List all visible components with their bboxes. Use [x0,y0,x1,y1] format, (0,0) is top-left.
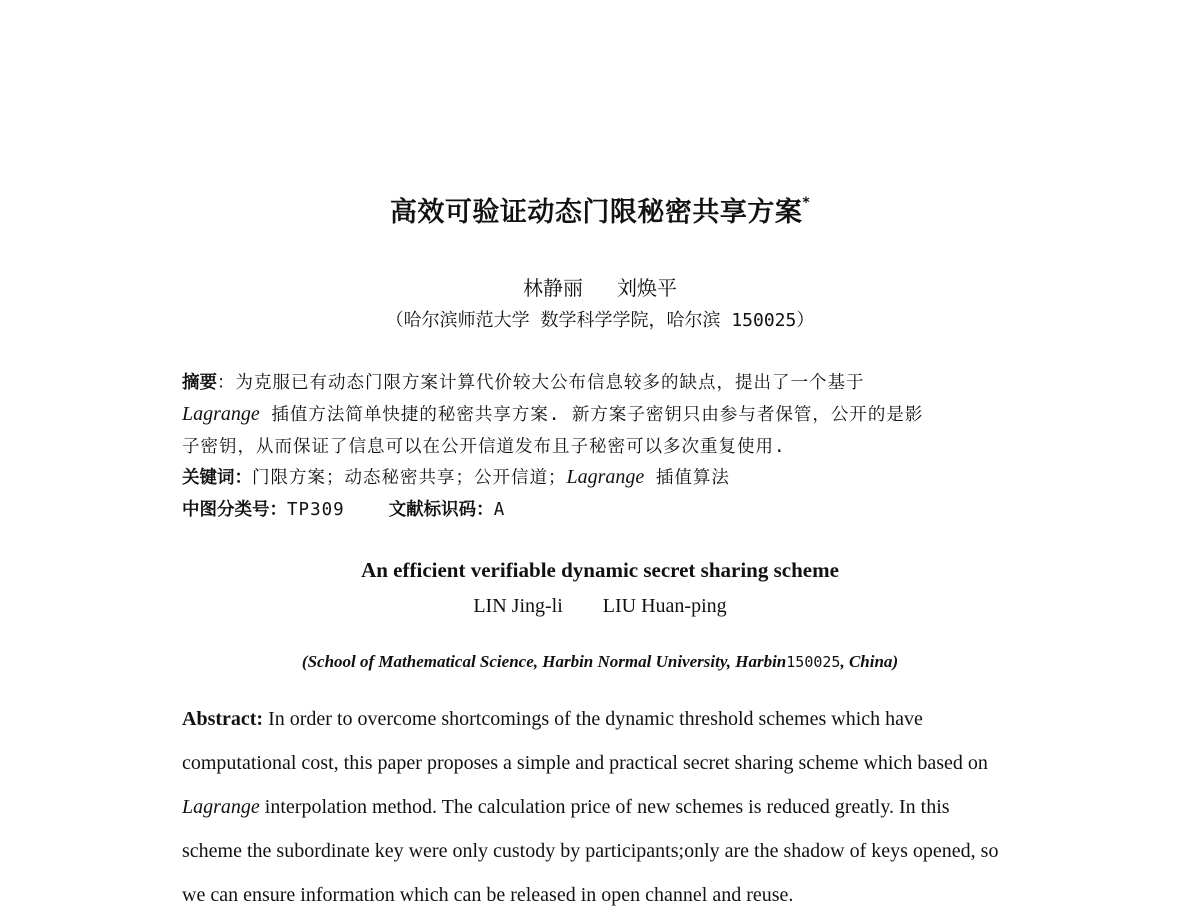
abstract-chinese-line-2 [182,401,923,426]
abstract-english-lagrange: Lagrange [182,796,260,818]
affiliation-open-paren: ( [301,652,308,671]
affiliation-country: China [848,652,893,671]
abstract-english-line-1 [182,708,923,731]
authors-english [0,595,1200,618]
affiliation-separator: , [840,652,849,671]
author-english-1: LIN Jing-li [473,595,563,617]
doc-code-label: 文献标识码： [388,500,494,520]
abstract-chinese-lagrange: Lagrange [182,403,260,425]
clc-value: TP309 [287,500,345,520]
affiliation-english [0,652,1200,672]
keywords-text-2: 插值算法 [644,468,730,488]
abstract-english-label: Abstract: [182,708,264,730]
paper-title-chinese [0,190,1200,229]
abstract-chinese-line-1 [182,369,865,394]
abstract-english-line-2: computational cost, this paper proposes a simple and practical secret sharing scheme which based on [182,752,988,774]
authors-chinese [0,272,1200,301]
title-footnote-mark: * [802,195,811,211]
author-english-2: LIU Huan-ping [602,595,727,617]
doc-code-value: A [493,500,506,520]
keywords-text-1: 门限方案；动态秘密共享；公开信道； [252,468,567,488]
keywords-chinese [182,464,730,489]
author-chinese-2: 刘焕平 [617,276,677,300]
classification-line [182,496,505,521]
abstract-english-line-4: scheme the subordinate key were only custody by participants;only are the shadow of keys opened, so [182,840,999,862]
paper-title-english: An efficient verifiable dynamic secret sharing scheme [361,558,839,582]
abstract-english-line-3 [182,796,950,819]
abstract-chinese-label: 摘要 [182,373,217,393]
affiliation-chinese: （哈尔滨师范大学 数学科学学院，哈尔滨 150025） [385,310,815,331]
affiliation-close-paren: ) [892,652,899,671]
abstract-chinese-text-2: 插值方法简单快捷的秘密共享方案. 新方案子密钥只由参与者保管，公开的是影 [259,405,924,425]
abstract-chinese-line-3: 子密钥，从而保证了信息可以在公开信道发布且子秘密可以多次重复使用. [182,437,786,457]
abstract-english-text-1: In order to overcome shortcomings of the dynamic threshold schemes which have [263,708,923,730]
keywords-label: 关键词： [182,468,252,488]
keywords-lagrange: Lagrange [566,466,645,488]
author-chinese-1: 林静丽 [523,276,583,300]
abstract-chinese-text-1: 为克服已有动态门限方案计算代价较大公布信息较多的缺点，提出了一个基于 [235,373,865,393]
abstract-english-text-3: interpolation method. The calculation price of new schemes is reduced greatly. In this [259,796,950,818]
affiliation-english-text: School of Mathematical Science, Harbin Normal University, Harbin [307,652,787,671]
abstract-chinese-colon: ： [217,373,236,393]
abstract-english-line-5: we can ensure information which can be released in open channel and reuse. [182,884,794,906]
clc-label: 中图分类号： [182,500,287,520]
affiliation-postcode: 150025 [786,653,841,671]
paper-title-chinese-text: 高效可验证动态门限秘密共享方案 [389,197,803,228]
